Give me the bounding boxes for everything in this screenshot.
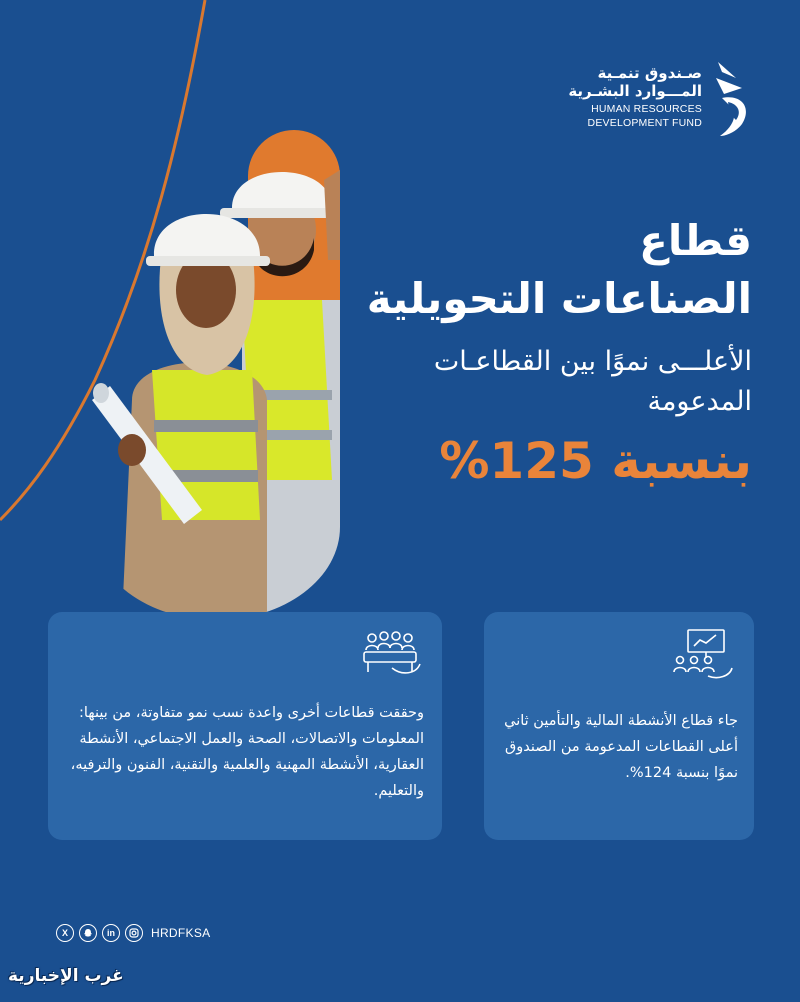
info-card-other-sectors-text: وحققت قطاعات أخرى واعدة نسب نمو متفاوتة، من بينها: المعلومات والاتصالات، الصحة والعمل الاجتماعي، الأنشطة العقارية، الأنشطة المهنية والعلمية والتقنية، الفنون والترفيه، والتعليم. <box>70 705 424 799</box>
meeting-people-icon <box>358 628 422 680</box>
info-card-finance-sector <box>484 612 754 840</box>
headline-subtitle-line1: الأعلـــى نموًا بين القطاعـات <box>433 346 752 377</box>
logo-arabic-line1: صـندوق تنمـية <box>597 64 702 82</box>
logo-arabic-line2: المـــوارد البشـرية <box>568 82 702 100</box>
headline-percentage: بنسبة 125% <box>439 432 752 490</box>
presentation-board-icon <box>670 628 734 680</box>
snapchat-icon[interactable] <box>79 924 97 942</box>
workers-photo <box>92 150 340 620</box>
source-watermark: غرب الإخبارية <box>8 966 124 986</box>
headline-block <box>332 212 752 492</box>
headline-subtitle-line2: المدعومة <box>647 386 752 417</box>
instagram-icon[interactable] <box>125 924 143 942</box>
x-icon[interactable]: X <box>56 924 74 942</box>
hrdf-logo-mark-icon <box>712 58 756 138</box>
hrdf-logo <box>526 58 756 138</box>
info-card-other-sectors <box>48 612 442 840</box>
info-card-finance-sector-text: جاء قطاع الأنشطة المالية والتأمين ثاني أعلى القطاعات المدعومة من الصندوق نموًا بنسبة 124%. <box>504 713 738 781</box>
female-worker-figure <box>92 214 270 620</box>
workers-illustration <box>92 150 340 620</box>
social-handle[interactable]: HRDFKSA <box>151 926 211 940</box>
hrdf-logo-text <box>532 64 702 130</box>
social-links <box>56 922 210 944</box>
linkedin-icon[interactable]: in <box>102 924 120 942</box>
headline-title-line1: قطاع <box>639 216 752 265</box>
logo-english-line1: HUMAN RESOURCES <box>591 103 702 115</box>
headline-title-line2: الصناعات التحويلية <box>366 274 752 323</box>
logo-english-line2: DEVELOPMENT FUND <box>587 117 702 129</box>
